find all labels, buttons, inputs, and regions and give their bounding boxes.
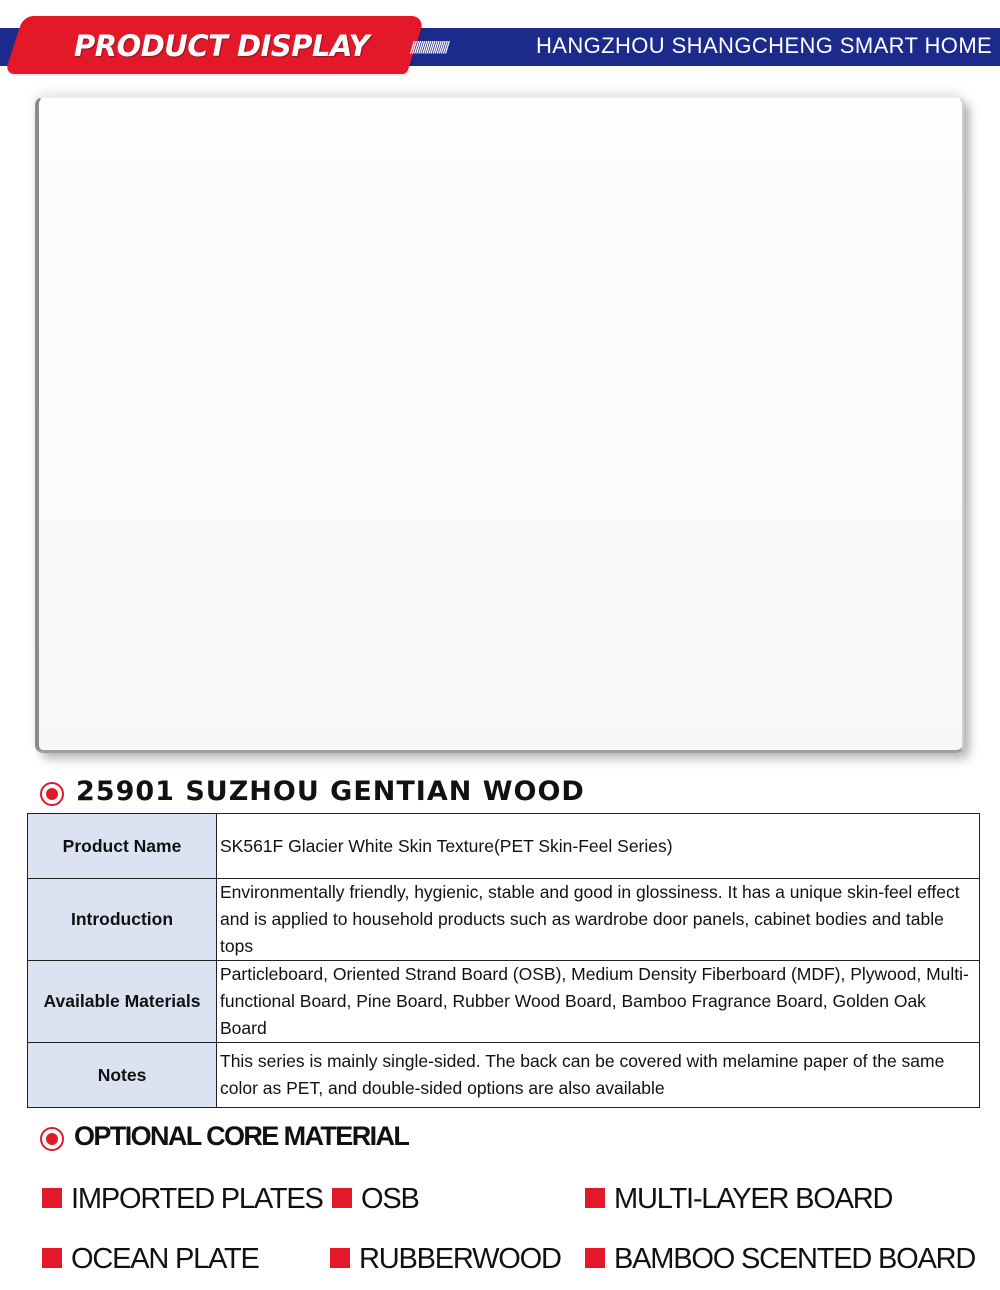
core-item-label: OCEAN PLATE [71, 1243, 259, 1275]
table-row [28, 961, 980, 1043]
product-image [35, 97, 964, 753]
core-item [585, 1242, 975, 1276]
row-label: Available Materials [28, 961, 217, 1043]
square-bullet-icon [42, 1188, 62, 1208]
table-row [28, 814, 980, 879]
product-heading: 25901 SUZHOU GENTIAN WOOD [76, 776, 585, 807]
product-image-surface [39, 98, 962, 750]
square-bullet-icon [585, 1188, 605, 1208]
row-label: Notes [28, 1043, 217, 1108]
table-row [28, 1043, 980, 1108]
core-item [330, 1242, 561, 1276]
banner-title: PRODUCT DISPLAY [74, 29, 370, 63]
square-bullet-icon [585, 1248, 605, 1268]
row-value: Particleboard, Oriented Strand Board (OSB), Medium Density Fiberboard (MDF), Plywood, Multi-functional Board, Pine Board, Rubber Wood Board, Bamboo Fragrance Board, Golden Oak Board [217, 961, 980, 1043]
core-item-label: OSB [361, 1183, 419, 1215]
bullet-icon [40, 782, 64, 806]
header-banner [0, 0, 1000, 80]
core-item-label: MULTI-LAYER BOARD [614, 1183, 893, 1215]
banner-slashes: ////////////////// [410, 38, 447, 56]
square-bullet-icon [330, 1248, 350, 1268]
spec-table [27, 813, 980, 1108]
core-heading: OPTIONAL CORE MATERIAL [74, 1121, 409, 1151]
core-item [42, 1242, 259, 1276]
core-item-label: IMPORTED PLATES [71, 1183, 323, 1215]
core-item [42, 1182, 323, 1216]
row-value: This series is mainly single-sided. The back can be covered with melamine paper of the same color as PET, and double-sided options are also available [217, 1043, 980, 1108]
core-item-label: RUBBERWOOD [359, 1243, 561, 1275]
square-bullet-icon [332, 1188, 352, 1208]
core-item [585, 1182, 892, 1216]
row-value: SK561F Glacier White Skin Texture(PET Skin-Feel Series) [217, 814, 980, 879]
square-bullet-icon [42, 1248, 62, 1268]
core-item-label: BAMBOO SCENTED BOARD [614, 1243, 976, 1275]
row-label: Product Name [28, 814, 217, 879]
bullet-icon [40, 1127, 64, 1151]
row-value: Environmentally friendly, hygienic, stable and good in glossiness. It has a unique skin-feel effect and is applied to household products such as wardrobe door panels, cabinet bodies and table tops [217, 879, 980, 961]
row-label: Introduction [28, 879, 217, 961]
table-row [28, 879, 980, 961]
core-item [332, 1182, 419, 1216]
company-name: HANGZHOU SHANGCHENG SMART HOME [536, 33, 993, 58]
